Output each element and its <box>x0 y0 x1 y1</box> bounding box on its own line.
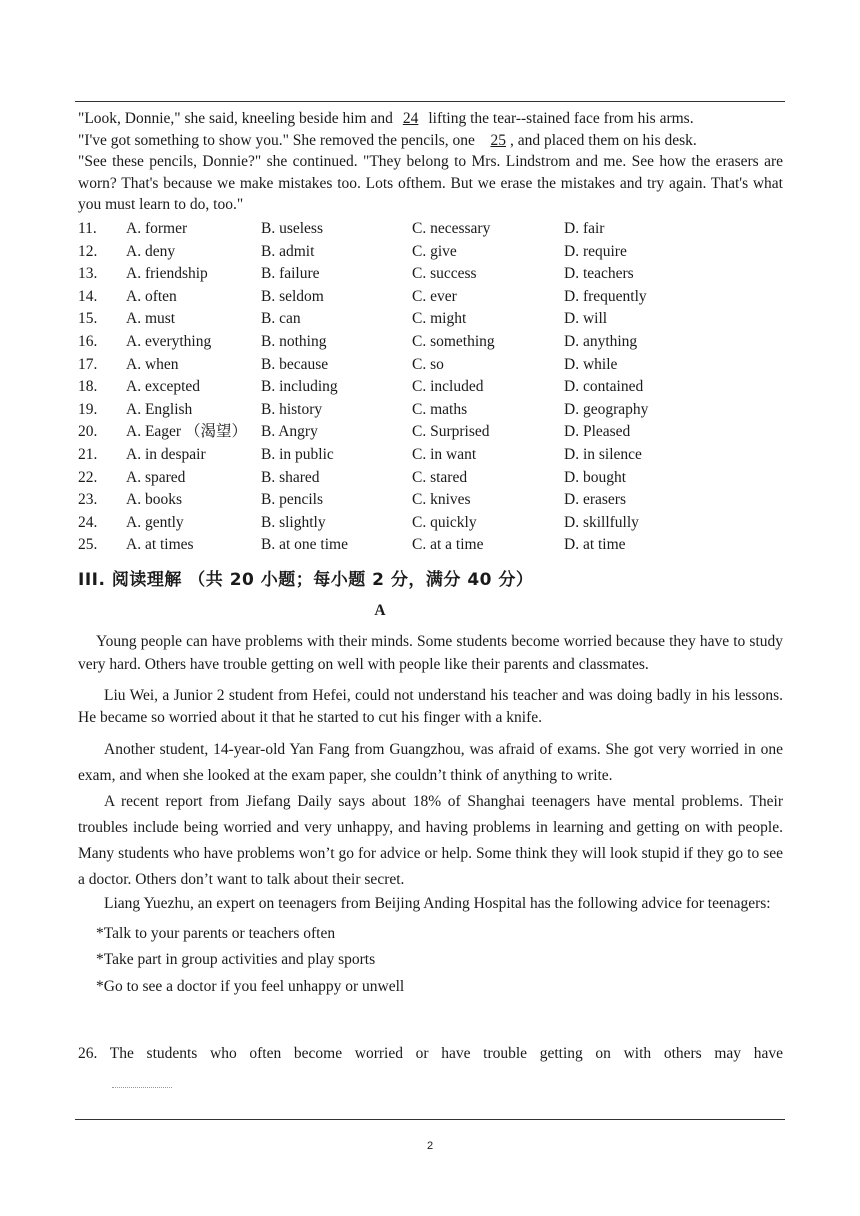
page-number: 2 <box>426 1140 434 1152</box>
option-row-23 <box>78 489 783 512</box>
option-row-14 <box>78 286 783 309</box>
option-row-15 <box>78 308 783 331</box>
option-row-24 <box>78 512 783 535</box>
option-b: B. slightly <box>261 513 326 531</box>
option-d: D. teachers <box>564 265 634 283</box>
option-a: A. friendship <box>126 265 208 283</box>
option-c: C. something <box>412 332 495 350</box>
option-a: A. English <box>126 400 193 418</box>
question-number: 18. <box>78 378 98 396</box>
passage-text: "Look, Donnie," she said, kneeling beside him and <box>78 110 393 127</box>
option-c: C. stared <box>412 468 468 486</box>
option-b: B. useless <box>261 220 323 237</box>
passage-text: lifting the tear--stained face from his arms. <box>428 110 694 127</box>
option-d: D. frequently <box>564 287 647 305</box>
option-b: B. at one time <box>261 536 348 554</box>
advice-item: *Talk to your parents or teachers often <box>96 924 336 942</box>
option-row-18 <box>78 376 783 399</box>
option-b: B. nothing <box>261 332 327 350</box>
option-c: C. so <box>412 355 444 373</box>
option-d: D. geography <box>564 400 649 418</box>
option-b: B. can <box>261 310 301 328</box>
option-a: A. gently <box>126 513 184 531</box>
option-row-11 <box>78 218 783 241</box>
option-row-19 <box>78 399 783 422</box>
reading-passage <box>78 631 783 1000</box>
question-number: 20. <box>78 423 98 441</box>
passage-text: "I've got something to show you." She removed the pencils, one <box>78 131 475 149</box>
option-d: D. will <box>564 310 608 328</box>
option-d: D. require <box>564 242 627 260</box>
option-row-16 <box>78 331 783 354</box>
option-a: A. when <box>126 355 179 373</box>
option-b: B. in public <box>261 445 334 463</box>
option-a: A. former <box>126 220 188 237</box>
question-number: 13. <box>78 265 98 283</box>
option-c: C. included <box>412 378 484 396</box>
question-number: 23. <box>78 491 98 509</box>
header-rule <box>75 101 785 102</box>
option-b: B. pencils <box>261 491 323 509</box>
question-number: 12. <box>78 242 98 260</box>
option-b: B. admit <box>261 242 315 260</box>
option-a: A. spared <box>126 468 186 486</box>
option-row-21 <box>78 444 783 467</box>
option-c: C. maths <box>412 400 468 418</box>
passage-text: , and placed them on his desk. <box>509 131 697 149</box>
question-number: 14. <box>78 287 98 305</box>
question-number: 15. <box>78 310 98 328</box>
question-number: 19. <box>78 400 98 418</box>
blank-25: 25 <box>490 131 506 149</box>
option-d: D. while <box>564 355 618 373</box>
option-d: D. contained <box>564 378 644 396</box>
option-a: A. books <box>126 491 182 509</box>
option-a: A. in despair <box>126 445 206 463</box>
question-number: 16. <box>78 332 98 350</box>
options-table <box>78 218 783 557</box>
option-c: C. give <box>412 242 457 260</box>
option-b: B. seldom <box>261 287 324 305</box>
option-row-13 <box>78 263 783 286</box>
option-c: C. knives <box>412 491 471 509</box>
reading-paragraph-3: Another student, 14-year-old Yan Fang from Guangzhou, was afraid of exams. She got very worried in one exam, and when she looked at the exam paper, she couldn’t think of anything to write. <box>78 741 783 784</box>
option-c: C. in want <box>412 445 477 463</box>
option-b: B. shared <box>261 468 320 486</box>
option-c: C. at a time <box>412 536 484 554</box>
option-a: A. excepted <box>126 378 201 396</box>
option-d: D. at time <box>564 536 626 554</box>
option-b: B. Angry <box>261 423 318 441</box>
option-d: D. anything <box>564 332 638 350</box>
option-d: D. in silence <box>564 445 642 463</box>
question-number: 21. <box>78 445 98 463</box>
option-a: A. often <box>126 287 177 305</box>
advice-item: *Go to see a doctor if you feel unhappy or unwell <box>96 977 405 995</box>
option-a: A. at times <box>126 536 194 554</box>
option-c: C. necessary <box>412 220 491 237</box>
option-b: B. including <box>261 378 338 396</box>
option-a: A. must <box>126 310 176 328</box>
question-26: 26. The students who often become worried or have trouble getting on with others may have <box>78 1045 783 1062</box>
advice-item: *Take part in group activities and play sports <box>96 951 376 968</box>
option-c: C. success <box>412 265 477 283</box>
passage-line-1 <box>78 108 783 130</box>
reading-paragraph-5: Liang Yuezhu, an expert on teenagers from Beijing Anding Hospital has the following advice for teenagers: <box>104 895 771 912</box>
option-a: A. everything <box>126 332 212 350</box>
option-row-17 <box>78 354 783 377</box>
reading-paragraph-4: A recent report from Jiefang Daily says about 18% of Shanghai teenagers have mental problems. Their troubles include being worried and very unhappy, and having problems in learning and getting on with people. Many students who have problems won’t go for advice or help. Some think they will look stupid if they go to see a doctor. Others don’t want to talk about their secret. <box>78 793 783 888</box>
option-d: D. bought <box>564 468 626 486</box>
question-number: 25. <box>78 536 98 554</box>
option-c: C. ever <box>412 287 457 305</box>
answer-blank <box>112 1086 172 1088</box>
question-number: 24. <box>78 513 98 531</box>
passage-line-2 <box>78 130 783 152</box>
option-b: B. history <box>261 400 323 418</box>
option-b: B. because <box>261 355 329 373</box>
passage-line-3: "See these pencils, Donnie?" she continued. "They belong to Mrs. Lindstrom and me. See how the erasers are worn? That's because we make mistakes too. Lots ofthem. But we erase the mistakes and try again. That's what you must learn to do, too." <box>78 153 783 213</box>
question-number: 11. <box>78 220 97 237</box>
cloze-passage <box>78 108 783 216</box>
passage-label: A <box>374 602 386 619</box>
option-row-12 <box>78 241 783 264</box>
option-d: D. skillfully <box>564 513 639 531</box>
reading-paragraph-1: Young people can have problems with their minds. Some students become worried because they have to study very hard. Others have trouble getting on well with people like their parents and classmates. <box>78 633 783 673</box>
question-number: 22. <box>78 468 98 486</box>
question-number: 17. <box>78 355 98 373</box>
option-d: D. erasers <box>564 491 626 509</box>
option-a: A. Eager （渴望） <box>126 423 247 441</box>
option-row-22 <box>78 467 783 490</box>
option-a: A. deny <box>126 242 176 260</box>
option-row-20 <box>78 421 783 444</box>
blank-24: 24 <box>402 110 419 127</box>
option-c: C. Surprised <box>412 423 490 441</box>
reading-paragraph-2: Liu Wei, a Junior 2 student from Hefei, could not understand his teacher and was doing badly in his lessons. He became so worried about it that he started to cut his finger with a knife. <box>78 687 783 726</box>
footer-rule <box>75 1119 785 1120</box>
option-row-25 <box>78 534 783 557</box>
option-d: D. fair <box>564 220 605 237</box>
option-d: D. Pleased <box>564 423 631 441</box>
option-b: B. failure <box>261 265 320 283</box>
option-c: C. quickly <box>412 513 477 531</box>
option-c: C. might <box>412 310 467 328</box>
section-title: III. 阅读理解 （共 20 小题；每小题 2 分，满分 40 分） <box>78 570 534 590</box>
